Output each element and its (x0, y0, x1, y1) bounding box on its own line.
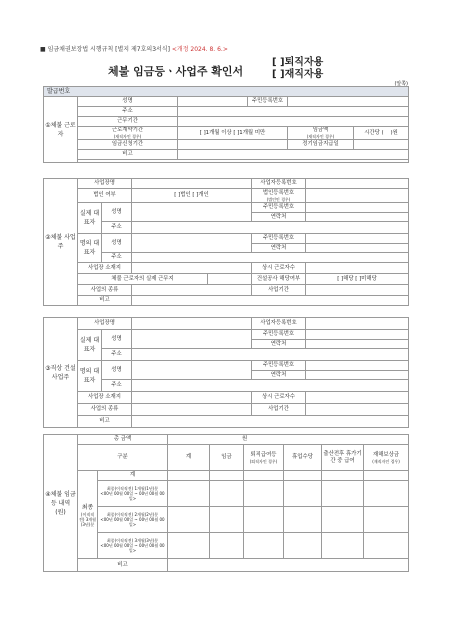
contractor-table (43, 317, 409, 428)
month-2-severance-cell[interactable] (244, 507, 284, 533)
front-mark: (앞쪽) (394, 81, 408, 87)
nominal-rep-rrn-label: 주민등록번호 (252, 234, 306, 244)
form-ref-text: ■ 임금채권보장법 시행규칙 [별지 제7호의3서식] (40, 46, 170, 53)
unpaid-remarks-label: 비고 (78, 559, 168, 572)
revision-text: <개정 2024. 8. 6.> (171, 46, 228, 53)
nominal-rep-name-field[interactable] (132, 234, 252, 253)
actual-rep-label: 실제 대표자 (78, 203, 102, 234)
contract-period-label: 근로계약기간 (재직자인 경우) (78, 127, 178, 140)
pay-day-label: 정기임금지급일 (288, 140, 354, 150)
contractor-biz-type-label: 사업의 종류 (78, 404, 132, 416)
actual-workplace-label: 체불 근로자의 실제 근무지 (78, 274, 208, 285)
total-amount-label: 총 금액 (78, 435, 168, 445)
form-reference (40, 44, 228, 53)
contractor-nominal-rep-contact-field[interactable] (306, 371, 409, 380)
col-maternity-header: 출산전후 휴가기간 중 급여 (322, 445, 364, 471)
month-2-leave-cell[interactable] (284, 507, 322, 533)
nominal-rep-label: 명의 대표자 (78, 234, 102, 263)
worker-remarks-label: 비고 (78, 150, 178, 160)
actual-rep-name-label: 성명 (102, 203, 132, 222)
month-1-disaster-cell[interactable] (364, 481, 409, 507)
sum-maternity-cell[interactable] (322, 471, 364, 481)
contractor-actual-rep-address-label: 주소 (102, 349, 132, 361)
contractor-actual-rep-rrn-field[interactable] (306, 330, 409, 340)
month-3-maternity-cell[interactable] (322, 533, 364, 559)
col-sum-header: 계 (168, 445, 210, 471)
contractor-nominal-rep-rrn-field[interactable] (306, 361, 409, 371)
sum-disaster-cell[interactable] (364, 471, 409, 481)
contractor-location-field[interactable] (132, 392, 252, 404)
contractor-biz-name-label: 사업장명 (78, 318, 132, 330)
biz-name-label: 사업장명 (78, 179, 132, 189)
unpaid-table (43, 434, 409, 572)
month-2-total-cell[interactable] (168, 507, 210, 533)
month-1-wage-cell[interactable] (210, 481, 244, 507)
nominal-rep-contact-label: 연락처 (252, 244, 306, 253)
month-3-wage-cell[interactable] (210, 533, 244, 559)
contractor-nominal-rep-address-field[interactable] (132, 380, 409, 392)
biz-type-label: 사업의 종류 (78, 285, 132, 296)
contractor-workers-count-field[interactable] (306, 392, 409, 404)
worker-table (43, 86, 409, 163)
month-2-label: 최종(이직직전) 2개월(2년)분 <00년 00월 00일 ~ 00년 00월 00일> (98, 507, 168, 533)
form-kind (272, 57, 323, 81)
contractor-nominal-rep-name-field[interactable] (132, 361, 252, 380)
actual-rep-rrn-field[interactable] (306, 203, 409, 213)
month-3-leave-cell[interactable] (284, 533, 322, 559)
construction-options[interactable]: [ ]해당 [ ]미해당 (306, 274, 409, 285)
sum-severance-cell[interactable] (244, 471, 284, 481)
employer-section-label: ②체불 사업주 (44, 179, 78, 306)
biz-period-label: 사업기간 (252, 285, 306, 296)
contractor-actual-rep-contact-field[interactable] (306, 340, 409, 349)
month-3-severance-cell[interactable] (244, 533, 284, 559)
unpaid-section-label: ④체불 임금등 내역 (원) (44, 435, 78, 572)
contractor-actual-rep-contact-label: 연락처 (252, 340, 306, 349)
nominal-rep-rrn-field[interactable] (306, 234, 409, 244)
col-type-header: 구분 (78, 445, 168, 471)
contractor-actual-rep-name-field[interactable] (132, 330, 252, 349)
corp-type-label: 법인 여부 (78, 189, 132, 203)
contractor-remarks-field[interactable] (132, 416, 409, 428)
contractor-biz-reg-label: 사업자등록번호 (252, 318, 306, 330)
contractor-biz-period-field[interactable] (306, 404, 409, 416)
nominal-rep-contact-field[interactable] (306, 244, 409, 253)
actual-rep-address-label: 주소 (102, 222, 132, 234)
contractor-section-label: ③직상 건설 사업주 (44, 318, 78, 428)
contractor-actual-rep-rrn-label: 주민등록번호 (252, 330, 306, 340)
work-period-field[interactable] (178, 117, 409, 127)
actual-rep-name-field[interactable] (132, 203, 252, 222)
contractor-nominal-rep-contact-label: 연락처 (252, 371, 306, 380)
biz-period-field[interactable] (306, 285, 409, 296)
month-3-disaster-cell[interactable] (364, 533, 409, 559)
month-3-total-cell[interactable] (168, 533, 210, 559)
contractor-biz-reg-field[interactable] (306, 318, 409, 330)
issue-number-label: 발급번호 (44, 87, 409, 97)
month-3-label: 최종(이직직전) 3개월(3년)분 <00년 00월 00일 ~ 00년 00월 00일> (98, 533, 168, 559)
apply-period-field[interactable] (178, 140, 288, 150)
contractor-biz-name-field[interactable] (132, 318, 252, 330)
col-leave-pay-header: 휴업수당 (284, 445, 322, 471)
month-2-disaster-cell[interactable] (364, 507, 409, 533)
col-severance-header: 퇴직급여등 (퇴직자인 경우) (244, 445, 284, 471)
kind-employed-checkbox[interactable]: [ ]재직자용 (272, 69, 324, 80)
actual-rep-contact-label: 연락처 (252, 213, 306, 222)
hourly-wage-field[interactable]: 시간당 ( )원 (354, 127, 409, 140)
nominal-rep-address-field[interactable] (132, 253, 409, 263)
employer-remarks-label: 비고 (78, 296, 132, 306)
contractor-biz-period-label: 사업기간 (252, 404, 306, 416)
pay-day-field[interactable] (354, 140, 409, 150)
total-amount-field[interactable]: 원 (168, 435, 409, 445)
workers-count-field[interactable] (306, 263, 409, 274)
employer-remarks-field[interactable] (132, 296, 409, 306)
work-period-label: 근무기간 (78, 117, 178, 127)
nominal-rep-address-label: 주소 (102, 253, 132, 263)
contractor-biz-type-field[interactable] (132, 404, 252, 416)
contractor-nominal-rep-name-label: 성명 (102, 361, 132, 380)
sum-leave-cell[interactable] (284, 471, 322, 481)
actual-workplace-field[interactable] (208, 274, 252, 285)
worker-remarks-field[interactable] (178, 150, 409, 160)
worker-address-label: 주소 (78, 107, 178, 117)
contractor-nominal-rep-rrn-label: 주민등록번호 (252, 361, 306, 371)
workers-count-label: 상시 근로자수 (252, 263, 306, 274)
wage-amount-label: 임금액 (재직자인 경우) (288, 127, 354, 140)
contractor-remarks-label: 비고 (78, 416, 132, 428)
worker-address-field[interactable] (178, 107, 409, 117)
apply-period-label: 임금신청기간 (78, 140, 178, 150)
contractor-actual-rep-address-field[interactable] (132, 349, 409, 361)
actual-rep-rrn-label: 주민등록번호 (252, 203, 306, 213)
employer-table (43, 178, 409, 306)
month-2-wage-cell[interactable] (210, 507, 244, 533)
contractor-location-label: 사업장 소재지 (78, 392, 132, 404)
worker-rrn-label: 주민등록번호 (248, 97, 288, 107)
biz-type-field[interactable] (132, 285, 252, 296)
worker-section-label: ①체불 근로자 (44, 97, 78, 163)
worker-rrn-field[interactable] (288, 97, 409, 107)
contractor-nominal-rep-label: 명의 대표자 (78, 361, 102, 392)
actual-rep-address-field[interactable] (132, 222, 409, 234)
worker-name-field[interactable] (178, 97, 248, 107)
construction-label: 건설공사 해당여부 (252, 274, 306, 285)
contractor-nominal-rep-address-label: 주소 (102, 380, 132, 392)
biz-reg-label: 사업자등록번호 (252, 179, 306, 189)
month-1-label: 최종(이직직전) 1개월(1년)분 <00년 00월 00일 ~ 00년 00월 00일> (98, 481, 168, 507)
contractor-actual-rep-label: 실제 대표자 (78, 330, 102, 361)
contractor-workers-count-label: 상시 근로자수 (252, 392, 306, 404)
actual-rep-contact-field[interactable] (306, 213, 409, 222)
biz-location-field[interactable] (132, 263, 252, 274)
worker-name-label: 성명 (78, 97, 178, 107)
nominal-rep-name-label: 성명 (102, 234, 132, 253)
row-sum-label: 계 (98, 471, 168, 481)
sum-total-cell[interactable] (168, 471, 210, 481)
corp-reg-field[interactable] (306, 189, 409, 203)
recent-months-label: 최종 (이직직전) 3개월 (3년)분 (78, 471, 98, 559)
corp-reg-label: 법인등록번호 (법인인 경우) (252, 189, 306, 203)
biz-name-field[interactable] (132, 179, 252, 189)
biz-reg-field[interactable] (306, 179, 409, 189)
contractor-actual-rep-name-label: 성명 (102, 330, 132, 349)
month-1-total-cell[interactable] (168, 481, 210, 507)
month-1-severance-cell[interactable] (244, 481, 284, 507)
col-disaster-header: 재해보상금 (재직자인 경우) (364, 445, 409, 471)
contract-options[interactable]: [ ]1개월 이상 [ ]1개월 미만 (178, 127, 288, 140)
month-2-maternity-cell[interactable] (322, 507, 364, 533)
kind-retired-checkbox[interactable]: [ ]퇴직자용 (272, 57, 324, 68)
month-1-leave-cell[interactable] (284, 481, 322, 507)
unpaid-remarks-field[interactable] (168, 559, 409, 572)
sum-wage-cell[interactable] (210, 471, 244, 481)
corp-type-options[interactable]: [ ]법인 [ ]개인 (132, 189, 252, 203)
month-1-maternity-cell[interactable] (322, 481, 364, 507)
page-title: 체불 임금등ㆍ사업주 확인서 (108, 65, 244, 78)
col-wage-header: 임금 (210, 445, 244, 471)
biz-location-label: 사업장 소재지 (78, 263, 132, 274)
